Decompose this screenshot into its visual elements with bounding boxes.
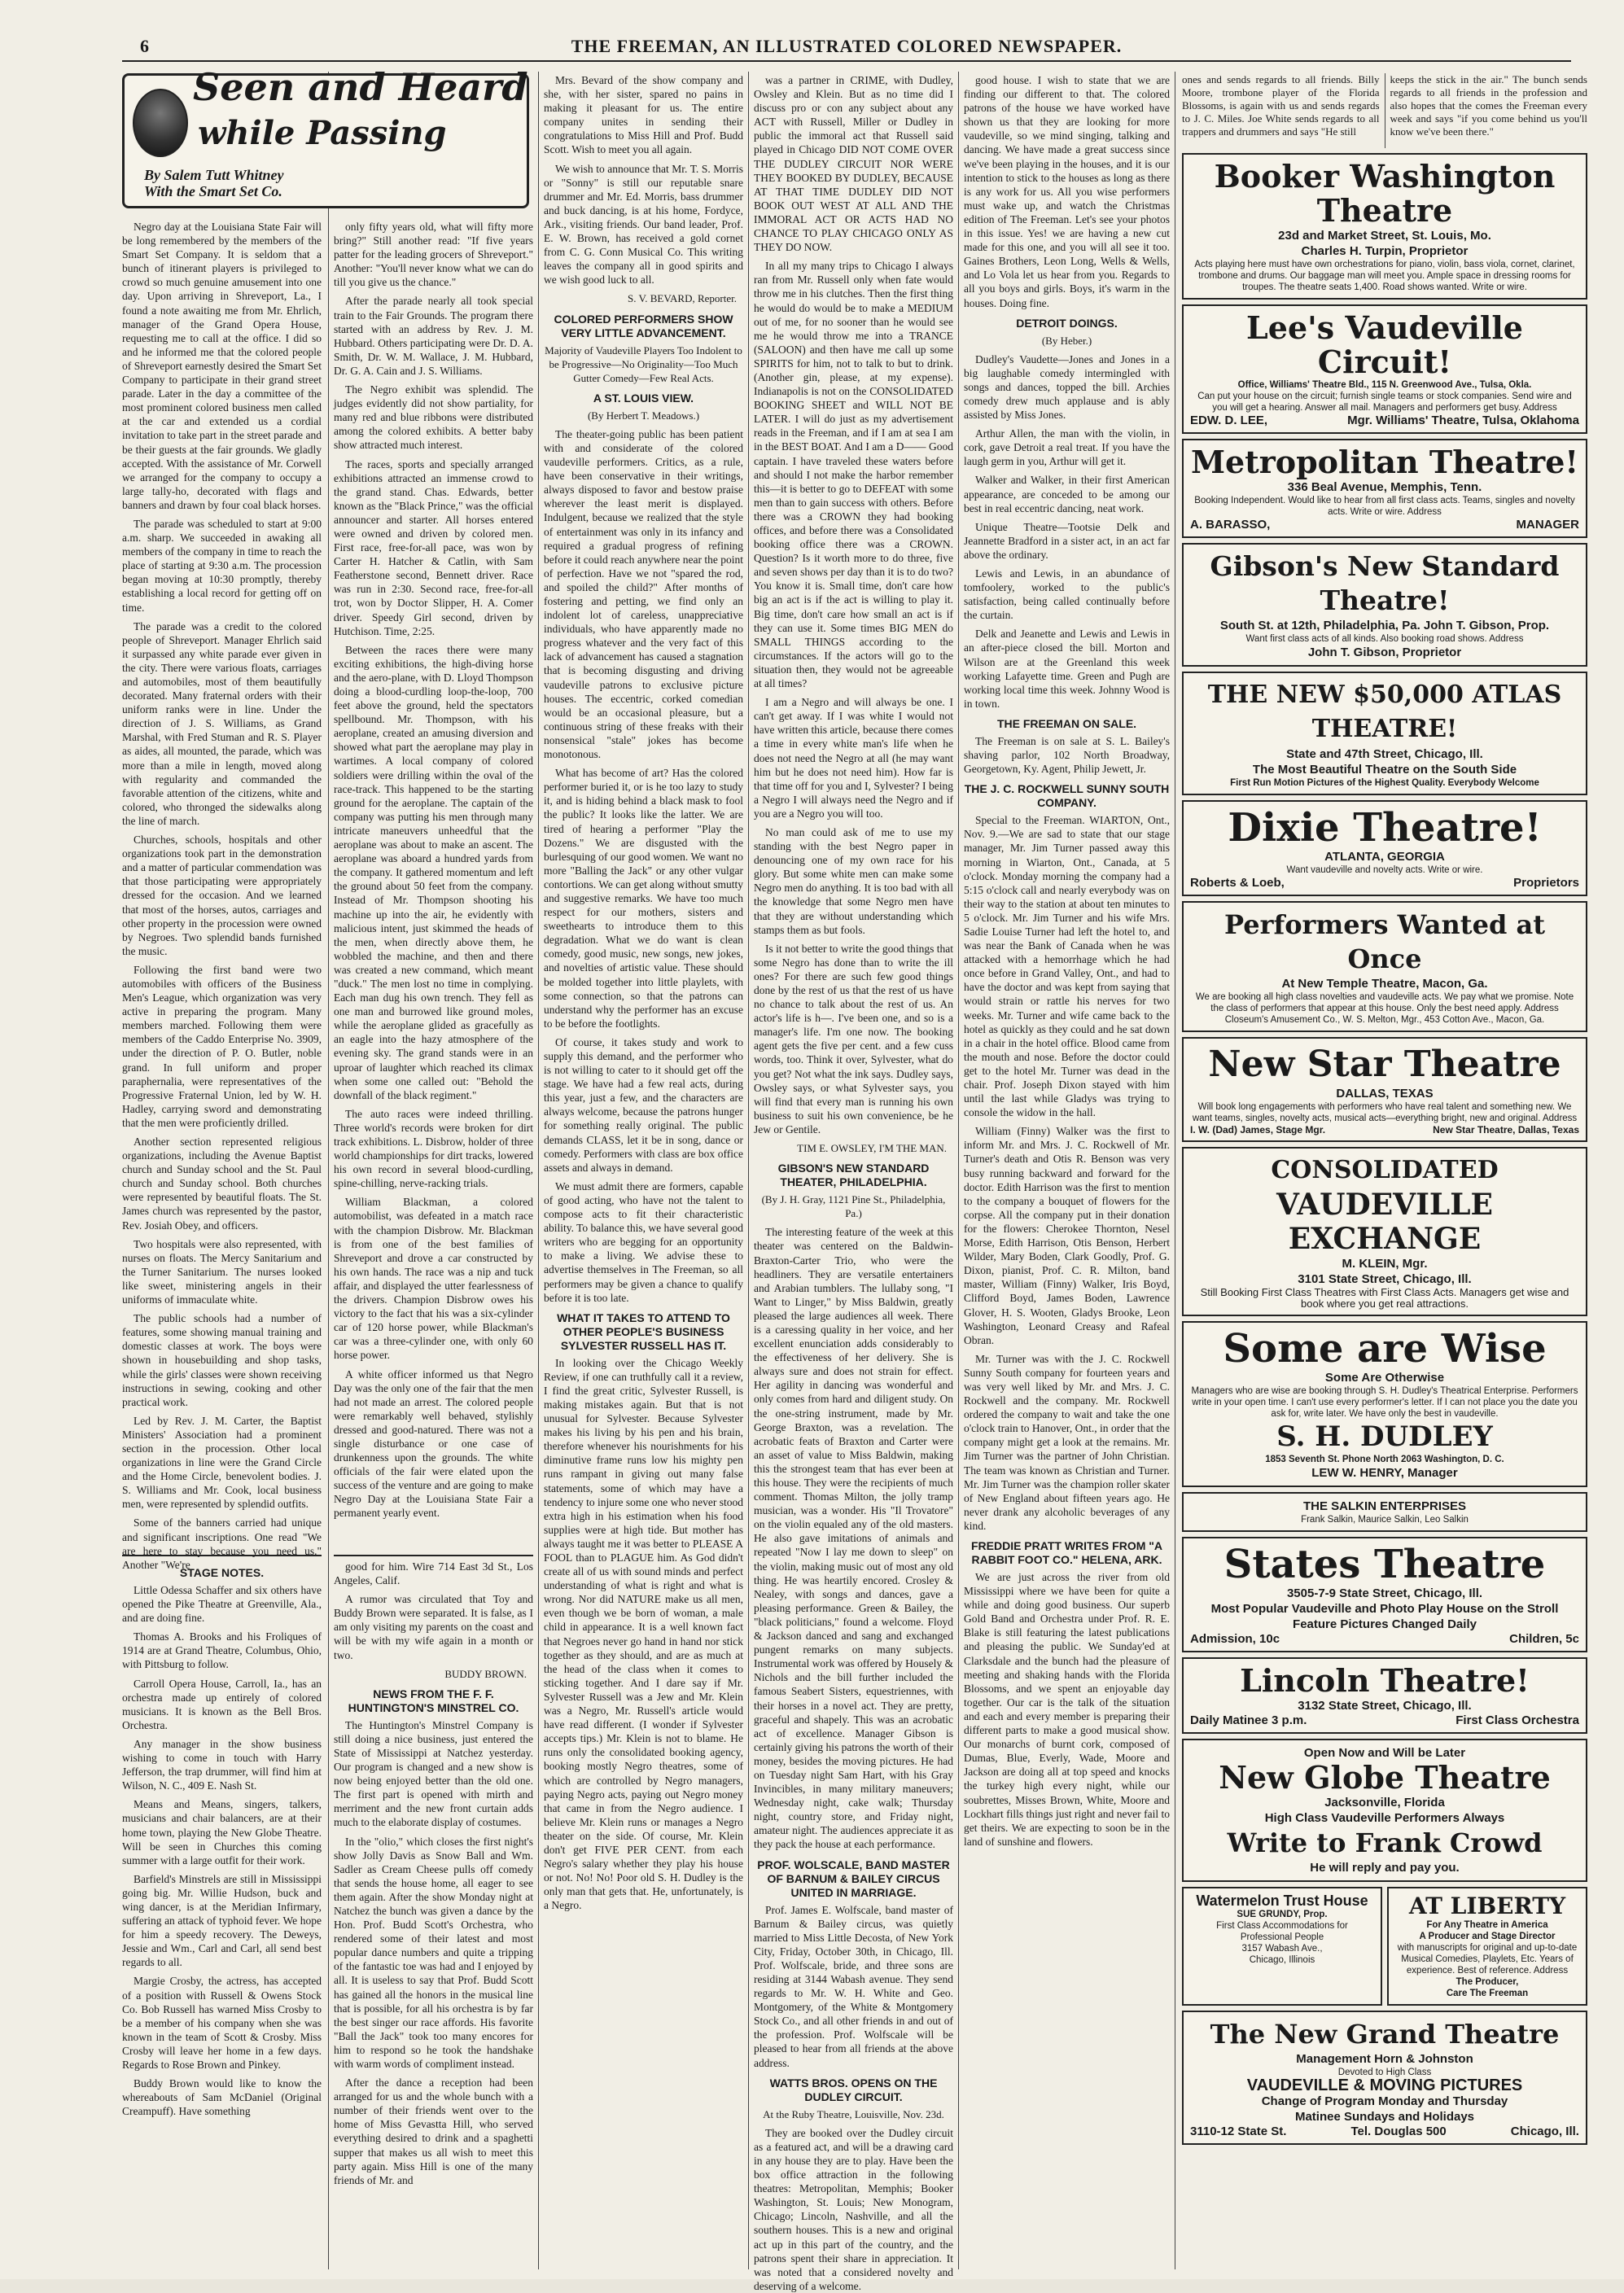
ad-gibsons <box>1182 543 1587 667</box>
paragraph: The Freeman is on sale at S. L. Bailey's shaving parlor, 102 North Broadway, Georgetown, Ky. Agent, Philip Jewett, Jr. <box>964 734 1170 776</box>
paragraph: The parade was a credit to the colored people of Shreveport. Manager Ehrlich said it surpassed any white parade ever given in the city. There were various floats, carriages and automobiles, most of them beautifully decorated. Many fraternal orders with their uniform ranks were in line. Under the direction of J. S. Williams, as Grand Marshal, with Fred Stuman and R. S. Player as aides, all mounted, the parade, which was more than a mile in length, moved along with regularity and commanded the favorable attention of the citizens, white and colored, who thronged the sidewalks along the line of march. <box>122 619 322 827</box>
ad-text: Will book long engagements with performers who have real talent and something new. We want teams, singles, novelty acts, musical acts—everything bright, new and original. Address <box>1192 1102 1578 1123</box>
ad-text: Matinee Sundays and Holidays <box>1294 2110 1475 2124</box>
ad-text: Feature Pictures Changed Daily <box>1293 1617 1477 1631</box>
paragraph: Following the first band were two automobiles with officers of the Business Men's League, which organization was very active in preparing the program. Many members marched. Following them were members of the Caddo Enterprise No. 3909, under the direction of P. O. Butler, noble grand. In full uniform and proper paraphernalia, were representatives of the Progressive Fraternal Union, led by W. H. Hadley, carrying sword and demonstrating that the men were proficiently drilled. <box>122 963 322 1129</box>
ad-title: Watermelon Trust House <box>1196 1893 1368 1909</box>
ad-states <box>1182 1537 1587 1652</box>
paragraph: Buddy Brown would like to know the whereabouts of Sam McDaniel (Original Creampuff). Have something <box>122 2077 322 2118</box>
banner-line-2: while Passing <box>198 114 447 152</box>
ad-address: Chicago, Illinois <box>1249 1955 1315 1965</box>
newspaper-title: THE FREEMAN, AN ILLUSTRATED COLORED NEWSPAPER. <box>571 36 1123 56</box>
column-2 <box>334 220 533 1547</box>
paragraph: keeps the stick in the air." The bunch sends regards to all friends in the profession and also hopes that the comes the Freeman every week and says "if you come behind us you'll know we've been there." <box>1385 73 1588 148</box>
ad-manager: The Producer, <box>1455 1977 1519 1987</box>
paragraph: A white officer informed us that Negro Day was the only one of the fair that the men had not made an arrest. The colored people were remarkably well behaved, stylishly dressed and good-natured. There was not a single disturbance or one case of drunkenness upon the grounds. The white officials of the fair were elated upon the success of the venture and are going to make Negro Day at the Louisiana State Fair a permanent yearly event. <box>334 1367 533 1520</box>
ad-manager: SUE GRUNDY, Prop. <box>1237 1910 1328 1919</box>
ad-title: New Star Theatre <box>1208 1044 1561 1085</box>
paragraph: No man could ask of me to use my standing with the best Negro paper in denouncing one of my own race for his glory. But some white men can make some Negro men do anything. It is too bad with all the knowledge that some Negro men have that they are without understanding which stamps them as but fools. <box>754 825 953 936</box>
ad-lincoln <box>1182 1657 1587 1734</box>
paragraph: Arthur Allen, the man with the violin, in cork, gave Detroit a real treat. If you have the laugh germ in you, Arthur will get it. <box>964 427 1170 468</box>
ad-title: VAUDEVILLE EXCHANGE <box>1276 1188 1493 1256</box>
column-1 <box>122 220 322 1571</box>
ad-lees-circuit <box>1182 304 1587 434</box>
ad-address: 3505-7-9 State Street, Chicago, Ill. <box>1286 1586 1483 1600</box>
article-headline: THE FREEMAN ON SALE. <box>996 716 1137 730</box>
byline: (By Herbert T. Meadows.) <box>587 409 700 422</box>
ad-new-globe <box>1182 1739 1587 1882</box>
ad-text: Daily Matinee 3 p.m. <box>1190 1713 1307 1727</box>
ad-text: First Class Accommodations for Professional People <box>1216 1921 1348 1942</box>
paragraph: What has become of art? Has the colored performer buried it, or is he too lazy to study it, and is hiding behind a black mask to fool the public? It looks like the latter. We are tired of hearing a performer "Play the Dozens." We are disgusted with the burlesquing of our good women. We want no more "Balling the Jack" or any other vulgar contortions. We can get along without smutty and suggestive remarks. We have too much respect for our mothers, sisters and sweethearts to introduce them to this degradation. What we do want is clean comedy, good music, new songs, new jokes, and novelties of artistic value. These should be molded together into little playlets, with some connection, so that the patrons can understand why the performer has an excuse to be before the footlights. <box>544 767 744 1030</box>
article-headline: DETROIT DOINGS. <box>1016 316 1118 330</box>
paragraph: Barfield's Minstrels are still in Mississippi going big. Mr. Willie Hudson, buck and wing dancer, is at the Meridian Infirmary, suffering an attack of typhoid fever. We hope for him a speedy recovery. The Deweys, Jessie and Wm., Carl and Carl, all send best regards to all. <box>122 1872 322 1969</box>
paragraph: After the parade nearly all took special train to the Fair Grounds. The program there started with an address by Rev. J. M. Hubbard. Others participating were Dr. D. A. Smith, Dr. W. M. Wallace, J. M. Hubbard, Dr. G. A. Cain and J. S. Williams. <box>334 295 533 377</box>
article-headline: WATTS BROS. OPENS ON THE DUDLEY CIRCUIT. <box>769 2076 938 2103</box>
article-headline: PROF. WOLSCALE, BAND MASTER OF BARNUM & BAILEY CIRCUS UNITED IN MARRIAGE. <box>757 1858 950 1899</box>
ad-address: Jacksonville, Florida <box>1324 1796 1445 1809</box>
ad-subtitle: Some Are Otherwise <box>1324 1371 1445 1385</box>
ad-text: Can put your house on the circuit; furnish single teams or stock companies. Send wire and you will get a hearing. Answer all mail. Managers and performers get busy. Address <box>1197 392 1572 413</box>
paragraph: Some of the banners carried had unique and significant inscriptions. One read "We are here to stay because you need us." Another "We're <box>122 1516 322 1571</box>
ad-manager: Roberts & Loeb, <box>1190 876 1285 890</box>
signature: TIM E. OWSLEY, I'M THE MAN. <box>797 1142 947 1155</box>
ad-manager-title: Proprietors <box>1513 876 1579 890</box>
ad-title: AT LIBERTY <box>1408 1893 1566 1919</box>
ad-new-star <box>1182 1037 1587 1142</box>
paragraph: Two hospitals were also represented, with nurses on floats. The Mercy Sanitarium and the Turner Sanitarium. The nurses looked like sweet, ministering angels in their uniforms of immaculate white. <box>122 1237 322 1306</box>
ad-manager: John T. Gibson, Proprietor <box>1307 645 1462 659</box>
paragraph: Delk and Jeanette and Lewis and Lewis in an after-piece closed the bill. Morton and Wilson are at the Greenland this week working Lafayette time. Green and Pugh are working local time this week. Johnny Wood is in town. <box>964 628 1170 710</box>
ad-title: Gibson's New Standard Theatre! <box>1210 550 1560 616</box>
paragraph: Little Odessa Schaffer and six others have opened the Pike Theatre at Greenville, Ala., and are doing fine. <box>122 1584 322 1625</box>
ad-manager: I. W. (Dad) James, Stage Mgr. <box>1190 1124 1326 1136</box>
article-headline: THE J. C. ROCKWELL SUNNY SOUTH COMPANY. <box>964 782 1170 810</box>
column-rule <box>748 72 749 2269</box>
ad-title: THE NEW $50,000 ATLAS THEATRE! <box>1207 680 1562 743</box>
ad-text: Want vaudeville and novelty acts. Write or wire. <box>1286 865 1483 875</box>
paragraph: Of course, it takes study and work to supply this demand, and the performer who is not willing to cater to it should get off the stage. We have had a few real acts, during this year, just a few, and the characters are always welcome, because the patrons hunger for something really original. The public demands CLASS, let it be in song, dance or comedy. Performers with class are box office assets and always in demand. <box>544 1035 743 1174</box>
paragraph: We are just across the river from old Mississippi where we have been for quite a while and doing good business. Our superb Gold Band and Orchestra under Prof. R. E. Blake is still featuring the latest publications and pleasing the public. We Sunday'ed at Clarksdale and the bunch had the pleasure of meeting and shaking hands with the Florida Blossoms, and we spent an enjoyable day together. Our car is the talk of the situation and each and every member is preparing their different parts to make a good musical show. Our monarchs of burnt cork, composed of Dumas, Blue, Everly, Wade, Moore and Jackson are doing all at top speed and knocks the turkey high every night, while our soubrettes, Misses Brown, White, Moore and Lockhart fills things just right and never fail to get theirs. We are expecting to soon be in the land of sunshine and flowers. <box>964 1571 1170 1848</box>
paragraph: William Blackman, a colored automobilist, was defeated in a match race with the champion Disbrow. Mr. Blackman is from one of the best families of Shreveport and drove a car constructed by his own hands. The race was a nip and tuck affair, and displayed the utter fearlessness of the drivers. Champion Disbrow owes his victory to the fact that his was a six-cylinder car of 120 horse power, while Blackman's car was a three-cylinder one, with only 60 horse power. <box>334 1196 533 1362</box>
ad-consolidated <box>1182 1147 1587 1316</box>
ad-atlas <box>1182 672 1587 795</box>
ad-metropolitan <box>1182 439 1587 538</box>
paragraph: After the dance a reception had been arranged for us and the whole bunch with a number of their friends went over to the home of Miss Gevastta Hill, who served everything desired to drink and a spaghetti supper that makes us all wish to meet this party again. Miss Hill is one of the many friends of Mr. and <box>334 2076 533 2186</box>
paragraph: Thomas A. Brooks and his Froliques of 1914 are at Grand Theatre, Columbus, Ohio, with Pittsburg to follow. <box>122 1630 322 1671</box>
paragraph: Walker and Walker, in their first American appearance, are conceded to be among our best in real eccentric dancing, neat work. <box>964 474 1170 514</box>
column-rule <box>958 72 959 2269</box>
paragraph: A rumor was circulated that Toy and Buddy Brown were separated. It is false, as I am only visiting my parents on the coast and will be with my wife again in a month or two. <box>334 1593 533 1661</box>
byline: (By J. H. Gray, 1121 Pine St., Philadelphia, Pa.) <box>761 1193 946 1220</box>
paragraph: The auto races were indeed thrilling. Three world's records were broken for dirt track exhibitions. L. Disbrow, holder of three world championships for dirt tracks, lowered his own record in several blood-curdling, spine-chilling, nerve-racking trials. <box>334 1107 533 1190</box>
ad-address: Office, Williams' Theatre Bld., 115 N. Greenwood Ave., Tulsa, Okla. <box>1237 380 1532 390</box>
ad-text: Acts playing here must have own orchestrations for piano, violin, bass viola, cornet, clarinet, trombone and drums. Our baggage man will meet you. Ample space in dressing rooms for troupes. The theatre seats 1,400. Road shows wanted. Write or wire. <box>1194 260 1575 292</box>
ad-title: Lincoln Theatre! <box>1240 1662 1530 1699</box>
paragraph: good for him. Wire 714 East 3d St., Los Angeles, Calif. <box>334 1560 533 1587</box>
ad-salkin <box>1182 1492 1587 1532</box>
paragraph: Means and Means, singers, talkers, musicians and chair balancers, are at their home town, playing the New Globe Theatre. Will be seen in Churches this coming summer with a large outfit for their work. <box>122 1798 322 1866</box>
banner-line-1: Seen and Heard <box>193 65 528 109</box>
ad-text: Want first class acts of all kinds. Also booking road shows. Address <box>1245 634 1524 644</box>
banner-author: By Salem Tutt Whitney <box>144 167 284 183</box>
ad-address: 336 Beal Avenue, Memphis, Tenn. <box>1287 480 1482 494</box>
paragraph: The parade was scheduled to start at 9:00 a.m. sharp. We succeeded in awaking all members of the company in time to reach the place of starting at 9:30 a.m. The procession began moving at 10:30 promptly, thereby establishing a local record for getting off on time. <box>122 517 322 614</box>
ad-text: First Run Motion Pictures of the Highest Quality. Everybody Welcome <box>1230 778 1539 788</box>
ad-text: He will reply and pay you. <box>1310 1861 1460 1875</box>
column-5 <box>964 73 1170 2271</box>
masthead <box>122 33 1571 62</box>
ad-address: At New Temple Theatre, Macon, Ga. <box>1281 977 1488 991</box>
byline: At the Ruby Theatre, Louisville, Nov. 23d. <box>763 2107 944 2120</box>
ad-text: Managers who are wise are booking through S. H. Dudley's Theatrical Enterprise. Performers write in your open time. I can't use every performer's letter. If I can not place you the date you ask for, write later. We have only the best in vaudeville. <box>1191 1386 1578 1419</box>
paragraph: Negro day at the Louisiana State Fair will be long remembered by the members of the Smart Set Company. It is seldom that a bunch of itinerant players is privileged to crowd so much genuine amusement into one day. Upon arriving in Shreveport, La., I found a note awaiting me from Mr. Ehrlich, manager of the Grand Opera House, requesting me to call at the office. I did so and he informed me that the colored people of Shreveport earnestly desired the Smart Set Company to participate in their grand street parade. Later in the day a committee of the most prominent colored business men called at the car and extended us a cordial invitation to take part in the street parade and be their guests at the fair grounds. We gladly accepted. With the assistance of Mr. Corwell we arranged for the company to occupy a large tally-ho, decorated with flags and banners and drawn by four coal black horses. <box>122 221 322 511</box>
ad-manager: M. KLEIN, Mgr. <box>1342 1257 1428 1271</box>
paragraph: They are booked over the Dudley circuit as a featured act, and will be a drawing card in any house they are to play. Have been the box office attraction in the following theatres: Metropolitan, Memphis; Booker Washington, St. Louis; New Monogram, Chicago; Lincoln, Nashville, and all the southern houses. This is a new and original act up in this part of the country, and the patrons spent their share in appreciation. It was noted that a considered novelty and deserving of a welcome. <box>754 2126 953 2292</box>
ad-manager: A. BARASSO, <box>1190 518 1271 532</box>
paragraph: Between the races there were many exciting exhibitions, the high-diving horse and the aero-plane, with D. Lloyd Thompson doing a blood-curdling loop-the-loop, 700 feet above the ground, held the spectators spellbound. Mr. Thompson, with his aeroplane, created an amusing diversion and showed what part the aeroplane may play in wartimes. A local company of colored soldiers were drilling within the oval of the race-track. This happened to be the starting ground for the aeroplane. The captain of the company was putting his men through many intricate maneuvers unheedful that the aeroplane was about to make an ascent. The aeroplane was aboard a hundred yards from the company. It gathered momentum and left the ground about 50 feet from the company. Instead of Mr. Thompson shooting his machine up into the air, he evidently with malicious intent, just skimmed the heads of the men, when directly above them, he wobbled the machine, and then and there was created a new command, which meant "duck." The men lost no time in complying. Each man dug his own trench. They fell as one man and burrowed like ground moles, while the aeroplane glided as gracefully as an eagle into the hazy atmosphere of the evening sky. The grand stands were in an uproar of laughter which reached its climax when some one called out: "Behold the downfall of the black regiment." <box>334 643 533 1101</box>
ad-title: Performers Wanted at Once <box>1224 909 1545 974</box>
ad-title: Write to Frank Crowd <box>1227 1827 1543 1858</box>
ad-manager: LEW W. HENRY, Manager <box>1311 1466 1458 1480</box>
paragraph: The theater-going public has been patient with and considerate of the colored vaudeville performers. Critics, as a rule, have been conservative in their writings, always disposed to favor and bestow praise wherever the least merit is displayed. Indulgent, because we realized that the style of entertainment was only in its infancy and required a gradual progress of refining before it could reach anywhere near the point of perfection. Have we not "spared the rod, and spoiled the child?" After months of fostering and petting, we find only an indolent lot of careless, unappreciative individuals, who have apparently made no progress whatever and the very fact of this lack of advancement has caused a stagnation that is becoming disgusting and driving vaudeville patrons to exclusive picture houses. The eccentric, corked comedian would be an occasional pleasure, but a continuous string of these freaks with their nonsensical "stale" jokes has become monotonous. <box>544 427 743 761</box>
paragraph: Any manager in the show business wishing to come in touch with Harry Jefferson, the trap drummer, will find him at Wilson, N. C., 409 E. Nash St. <box>122 1737 322 1792</box>
ad-manager: Charles H. Turpin, Proprietor <box>1301 244 1469 258</box>
paragraph: The public schools had a number of features, some showing manual training and domestic classes at work. The boys were shown in housebuilding and shop tasks, while the girls' classes were shown receiving instructions in sewing, cooking and other practical work. <box>122 1312 322 1408</box>
ad-subtitle: For Any Theatre in America <box>1426 1920 1548 1930</box>
continued-text <box>1182 73 1587 148</box>
ad-address: 3132 State Street, Chicago, Ill. <box>1298 1699 1472 1713</box>
section-heading: STAGE NOTES. <box>179 1566 265 1579</box>
paragraph: William (Finny) Walker was the first to inform Mr. and Mrs. J. C. Rockwell of Mr. Turner's death and Otis R. Benson was very busy running backward and forward for the doctor. Edith Harrison was the first to mention to the company a bouquet of flowers for the corpse. All the company put in their donation for the flowers: Cherokee Thornton, Nesel Morse, Edith Harrison, Otis Benson, Herbert Wilder, Mary Boden, Clark Goodly, Prof. G. Dixon, pianist, Prof. C. R. Milton, band master, William (Finny) Walker, Iris Boyd, Clifford Boyd, James Boden, Lawrence Glover, H. S. Wooten, Gladys Brooke, Leon Washington, Leonard Creasy and Rafeal Obran. <box>964 1125 1170 1346</box>
banner-company: With the Smart Set Co. <box>144 183 282 199</box>
ad-title: The New Grand Theatre <box>1210 2019 1560 2050</box>
page-number: 6 <box>140 36 149 56</box>
article-headline: COLORED PERFORMERS SHOW VERY LITTLE ADVANCEMENT. <box>554 312 733 339</box>
ad-watermelon-trust <box>1182 1887 1382 2006</box>
article-headline: GIBSON'S NEW STANDARD THEATER, PHILADELPHIA. <box>777 1162 930 1189</box>
signature: BUDDY BROWN. <box>444 1667 527 1680</box>
ad-address: ATLANTA, GEORGIA <box>1324 850 1445 864</box>
ad-manager-title: Mgr. Williams' Theatre, Tulsa, Oklahoma <box>1347 414 1579 427</box>
paragraph: The races, sports and specially arranged exhibitions attracted an immense crowd to the grand stand. Chas. Edwards, better known as the "Black Prince," was the official announcer and starter. All horses entered were owned and driven by colored men. First race, free-for-all pace, was won by Carter H. Hatcher & Catlin, with Sam Featherstone second, Bennett driver. Race was run in 2:30. Second race, free-for-all trot, won by Doctor Slipper, H. A. Comer driver. Speedy Girl second, driven by Hutchison. Time, 2:25. <box>334 457 533 637</box>
article-headline: WHAT IT TAKES TO ATTEND TO OTHER PEOPLE'S BUSINESS SYLVESTER RUSSELL HAS IT. <box>557 1311 730 1352</box>
ad-title: VAUDEVILLE & MOVING PICTURES <box>1246 2076 1523 2094</box>
paragraph: Mrs. Bevard of the show company and she, with her sister, spared no pains in making it pleasant for us. The entire company unites in sending their congratulations to Miss Hill and Prof. Budd Scott. Wish to meet you all again. <box>544 74 743 156</box>
ad-text: High Class Vaudeville Performers Always <box>1264 1811 1505 1825</box>
paragraph: Is it not better to write the good things that some Negro has done than to write the ill ones? For there are such few good things done by the rest of us that the rest of us have no chance to talk about the rest of us. An actor's life is h—. I've been one, and so is a manager's life. I'm one now. The booking agent gets the five per cent. and a few cuss words, too. Think it over, Sylvester, what do you get? Not what the ink says. Dudley says, Owsley says, or what Sylvester says, you will find that every man is running his own business to suit his own convenience, be he Jew or Gentile. <box>754 942 953 1136</box>
ad-title: Metropolitan Theatre! <box>1190 444 1579 480</box>
paragraph: Prof. James E. Wolfscale, band master of Barnum & Bailey circus, was quietly married to Miss Little Decosta, of New York City, Friday, October 30th, in Chicago, Ill. Prof. Wolfscale, bride, and three sons are residing at 3144 Wabash avenue. They send regards to Mr. W. H. White and Geo. Montgomery, of the White & Montgomery Stock Co., and all other friends in and out of the profession. Prof. Wolfscale will be pleased to hear from all friends at the above address. <box>754 1903 953 2069</box>
paragraph: Carroll Opera House, Carroll, Ia., has an orchestra made up entirely of colored musicians. It is known as the Bell Bros. Orchestra. <box>122 1677 322 1731</box>
ad-subtitle: Frank Salkin, Maurice Salkin, Leo Salkin <box>1301 1515 1469 1525</box>
ad-address: 1853 Seventh St. Phone North 2063 Washington, D. C. <box>1265 1455 1504 1464</box>
advertisements-column <box>1182 73 1587 2255</box>
ad-manager-title: MANAGER <box>1516 518 1579 532</box>
ad-subtitle: Devoted to High Class <box>1337 2068 1432 2077</box>
paragraph: only fifty years old, what will fifty more bring?" Still another read: "If five years patter for the leading grocers of Shreveport." Another: "You'll never know what we can do till you give us the chance." <box>334 221 533 289</box>
ad-price: Children, 5c <box>1509 1632 1579 1646</box>
ad-booker-washington <box>1182 153 1587 300</box>
paragraph: Another section represented religious organizations, including the Avenue Baptist church and Sunday school and the St. Paul church and Sunday school. Both churches were represented by beautiful floats. The St. James church was represented by the pastor, Rev. Josiah Obey, and officers. <box>122 1136 322 1232</box>
ad-manager: EDW. D. LEE, <box>1190 414 1268 427</box>
ad-title: Lee's Vaudeville Circuit! <box>1246 309 1523 380</box>
ad-manager-title: Care The Freeman <box>1446 1989 1529 1998</box>
column-rule <box>328 72 329 2269</box>
ad-text: Change of Program Monday and Thursday <box>1261 2094 1508 2108</box>
ad-text: Still Booking First Class Theatres with First Class Acts. Managers get wise and book where you get real attractions. <box>1200 1286 1569 1310</box>
ad-title: Dixie Theatre! <box>1228 805 1542 851</box>
column-4 <box>754 73 953 2292</box>
paragraph: The interesting feature of the week at this theater was centered on the Baldwin-Braxton-Carter Trio, who were the headliners. They are versatile entertainers and Arabian tumblers. The lullaby song, "I Want to Linger," by Miss Baldwin, greatly pleased the large audiences all week. There is a caressing quality in her voice, and her excellent enunciation adds considerably to the effectiveness of her delivery. She is always sure and does not strain for effect. Her agility in dancing was wonderful and only comes from hard and diligent study. On the one-string instrument, made by Mr. George Braxton, was a revelation. The acrobatic feats of Braxton and Carter were an asset of value to Miss Baldwin, making this the strongest team that has ever been at this house. They were the recipients of much comment. Thomas Milton, the jolly tramp musician, was a wonder. His "Il Trovatore" on the violin equaled any of the old masters. He also gave imitations of animals and repeated "Now I lay me down to sleep" on the violin, making music out of most any old thing. He was heartily encored. Crosley & Nealey, with songs and dances, gave a pleasing performance. Green & Bailey, the "black politicians," found a welcome. Floyd & Jackson danced and sang and exchanged pungent remarks on many subjects. Instrumental work was offered by Housely & Nichols and the bill further included the famous Seabert Sisters, equestriennes, with their horses in a novel act. They are pretty, graceful and shapely. This was an acrobatic act of excellence. Manager Gibson is certainly giving his patrons the worth of their money, besides the moving pictures. He had on Tuesday night Sam Hart, with his Gray Invincibles, in many military maneuvers; Wednesday night, cake walk; Thursday night, country store, and Friday night, amateur night. The audiences appreciate it as they pack the house at each performance. <box>754 1226 953 1851</box>
ad-text: with manuscripts for original and up-to-date Musical Comedies, Playlets, Etc. Years of experience. Best of reference. Address <box>1397 1943 1578 1976</box>
huntington-news <box>334 1555 533 2276</box>
paragraph: Mr. Turner was with the J. C. Rockwell Sunny South company for fourteen years and was very well liked by Mr. and Mrs. J. C. Rockwell and the company. Mr. Rockwell ordered the company to wait and take the one o'clock train to Hanover, Ont., in order that the company might get a look at the remains. Mr. Jim Turner was the partner of John Christian. The team was known as Christian and Turner. Mr. Jim Turner was the champion roller skater of New England about fifteen years ago. He never drank any alcoholic beverages of any kind. <box>964 1352 1170 1532</box>
paragraph: The Huntington's Minstrel Company is still doing a nice business, just entered the State of Mississippi at Natchez yesterday. Our program is changed and a new show is now being enjoyed better than the old one. The first part is opened with mirth and merriment and the new front curtain adds much to the elaborate display of costumes. <box>334 1718 533 1829</box>
ad-manager: Management Horn & Johnston <box>1296 2052 1473 2066</box>
ad-phone: Tel. Douglas 500 <box>1350 2125 1447 2138</box>
ad-manager-title: New Star Theatre, Dallas, Texas <box>1433 1124 1579 1136</box>
ad-address: Chicago, Ill. <box>1510 2125 1579 2138</box>
ad-text: We are booking all high class novelties and vaudeville acts. We pay what we promise. Note the class of performers that appear at this house. Only the best need apply. Address Closeum's Amusement Co., W. S. Melton, Mgr., 453 Cotton Ave., Macon, Ga. <box>1195 992 1574 1025</box>
ad-title: CONSOLIDATED <box>1271 1156 1499 1184</box>
paragraph: In looking over the Chicago Weekly Review, if one can truthfully call it a review, I find the great critic, Sylvester Russell, is making mistakes again. But that is not unusual for Sylvester. Because Sylvester makes his living by his pen and his brain, therefore whenever his nourishments for his diminutive frame runs low his mighty pen runs rampant in giving out many false statements, some of which may have a tendency to injure some one who never stood extra high in his estimation when his food supplies were at high tide. But mother has always taught me it was better to PLEASE A FOOL than to PLAGUE him. As God didn't create all of us with sound minds and perfect understanding of what is right and what is wrong. Nor did NATURE make us all men, even though we be born of woman, a male child in appearance. It is a well known fact that Negroes never go hand in hand nor stick together as they should, and are as much at the head of the class when it comes to sticking together. And I dare say if Mr. Sylvester Russell was a Jew and Mr. Klein was a Negro, Mr. Russell's article would have read different. (I wonder if Sylvester accepts tips.) Mr. Klein is not to blame. He runs only the consolidated booking agency, booking mostly Negro theatres, some of which are controlled by Negro managers, paying Negro acts, paying out Negro money that came in from the Negro audience. I believe Mr. Klein runs or manages a Negro theater on the side. Of course, Mr. Klein don't get FIVE PER CENT. from each Negro's salary whether they play his house or not. No! No! Poor old S. H. Dudley is the only man that gets that. He, unfortunately, is a Negro. <box>544 1356 743 1912</box>
column-banner <box>122 65 529 208</box>
ad-title: New Globe Theatre <box>1219 1759 1551 1796</box>
signature: S. V. BEVARD, Reporter. <box>628 292 737 305</box>
paragraph: We must admit there are formers, capable of good acting, who have not the talent to compose acts to fit their characteristic ability. To balance this, we have several good writers who are begging for an opportunity to make a living. We advise these to advertise themselves in The Freeman, so all performers may be given a chance to qualify before it is too late. <box>544 1179 743 1304</box>
ad-at-liberty <box>1387 1887 1587 2006</box>
paragraph: Led by Rev. J. M. Carter, the Baptist Ministers' Association had a prominent section in the procession. Other local organizations in line were the Grand Circle and the Home Circle, benevolent bodies. J. S. Williams and Mr. Cook, local business men, were represented by splendid outfits. <box>122 1414 322 1511</box>
ad-address: State and 47th Street, Chicago, Ill. <box>1286 747 1483 761</box>
paragraph: In all my many trips to Chicago I always ran from Mr. Russell only when fate would throw me in his clutches. Then the first thing he would do would be to make a MEDIUM out of me, for no sooner than he would see me he would throw me into a TRANCE (SALOON) and then have me call up some SPIRITS for him, not to talk to but to drink. (Another gin, please, at my expense). Indianapolis is not on the CONSOLIDATED BOOKING SHEET and WILL NOT BE LATER. I will do just as my advertisement reads in the Freeman, and if I am at sea I am in the BEST BOAT. And I am a D—— Good captain. I have traveled these waters before and should I not make the harbor remember this—it is better to go to DEFEAT with some men than to gain success with others. Before there was a CROWN they had booking offices, and before there was a Consolidated booking office there was a CROWN. Question? Is it worth more to do three, five and seven shows per day than it is to do two? You know it is. Small time, don't care how big an act is if the act is willing to play it. Big time, don't care how small an act is if they can use it. Some times BIG MEN do SMALL THINGS according to the circumstances. If the actors will go to the situation then, they would not be agreeable at all times? <box>754 260 953 690</box>
ad-address: 3157 Wabash Ave., <box>1241 1944 1323 1954</box>
ad-title: S. H. DUDLEY <box>1276 1420 1493 1453</box>
paragraph: Margie Crosby, the actress, has accepted of a position with Russell & Owens Stock Co. Bob Russell has warned Miss Crosby to be a member of his company when she was known in the team of Scott & Crosby. Miss Crosby will leave her home in a few days. Regards to Rose Brown and Pinkey. <box>122 1975 322 2071</box>
ad-title: Booker Washington Theatre <box>1214 158 1556 229</box>
paragraph: I am a Negro and will always be one. I can't get away. If I was white I would not have written this article, because there comes a time in every white man's life when he does not need the Negro at all (he may want him but he does not need him). How far is that time off for you and I, Sylvester? I being a Negro I will always need the Negro and if you are a Negro you will too. <box>754 696 953 820</box>
ad-address: 3110-12 State St. <box>1190 2125 1287 2138</box>
ad-address: 23d and Market Street, St. Louis, Mo. <box>1278 229 1491 243</box>
ad-new-grand <box>1182 2011 1587 2145</box>
ad-dixie <box>1182 800 1587 896</box>
ad-subtitle: A Producer and Stage Director <box>1419 1932 1556 1941</box>
paragraph: Unique Theatre—Tootsie Delk and Jeannette Bradford in a sister act, in an act far above the ordinary. <box>964 520 1170 561</box>
paragraph: In the "olio," which closes the first night's show Jolly Davis as Snow Ball and Wm. Sadler as Cream Cheese pulls off comedy that sends the house home, all eager to see them again. After the show Monday night at Natchez the bunch was given a dance by the Hon. Prof. Budd Scott's Orchestra, who rendered some of their latest and most popular dance numbers and quite a tripping of the fantastic toe was had and I enjoyed by all. It is useless to say that Prof. Budd Scott has gained all the honors in the musical line that is possible, for all his orchestra is by far the best singer our race affords. His favorite "Ball the Jack" took too many encores for him to respond so he took the handshake with warm words of compliment instead. <box>334 1835 533 2070</box>
ad-address: South St. at 12th, Philadelphia, Pa. John T. Gibson, Prop. <box>1219 619 1550 632</box>
paragraph: was a partner in CRIME, with Dudley, Owsley and Klein. But as no time did I discuss pro or con any subject about any ACT with Russell, Miller or Dudley in public the immoral act that Russell said played in Chicago DID NOT COME OVER THE DUDLEY CIRCUIT NOR WERE THEY BOOKED BY DUDLEY, BECAUSE AT THAT TIME DUDLEY DID NOT BOOK OUT WEST AT ALL AND THE IMMORAL ACT OR ACTS HAD NO CHANCE TO PLAY CHICAGO ONLY AS THEY DO NOW. <box>754 74 953 254</box>
ad-text: Most Popular Vaudeville and Photo Play House on the Stroll <box>1210 1602 1559 1616</box>
article-subhead: A ST. LOUIS VIEW. <box>593 391 694 405</box>
author-portrait <box>133 89 188 157</box>
column-rule <box>538 72 539 2269</box>
stage-notes <box>122 1555 322 2276</box>
ad-sh-dudley <box>1182 1321 1587 1487</box>
paragraph: The Negro exhibit was splendid. The judges evidently did not show partiality, for many red and blue ribbons were distributed among the colored exhibits. A better baby show attracted much interest. <box>334 383 533 452</box>
ad-performers-wanted <box>1182 901 1587 1032</box>
column-3 <box>544 73 743 2271</box>
banner-byline <box>144 167 284 199</box>
section-heading: NEWS FROM THE F. F. HUNTINGTON'S MINSTREL CO. <box>348 1687 519 1714</box>
ad-text: The Most Beautiful Theatre on the South Side <box>1252 763 1517 777</box>
paragraph: Dudley's Vaudette—Jones and Jones in a big laughable comedy intermingled with songs and dances, topped the bill. Archies comedy drew much applause and is ably assisted by Miss Jones. <box>964 352 1170 422</box>
ad-address: 3101 State Street, Chicago, Ill. <box>1298 1272 1472 1286</box>
paragraph: Lewis and Lewis, in an abundance of tomfoolery, worked to the public's satisfaction, being called continually before the curtain. <box>964 567 1170 622</box>
article-subhead: Majority of Vaudeville Players Too Indolent to be Progressive—No Originality—Too Much Gutter Comedy—Few Real Acts. <box>545 344 742 384</box>
paragraph: Special to the Freeman. WIARTON, Ont., Nov. 9.—We are sad to state that our stage manager, Mr. Jim Turner passed away this morning in Wiarton, Ont., Canada, at 5 o'clock. Monday morning the company had a 5:15 o'clock call and nearly everybody was on their way to the station at about ten minutes to 5 o'clock. Mr. Jim Turner and his wife Mrs. Sadie Louise Turner had left the hotel to, and was near the Bank of Canada when he was attacked with a hemorrhage which he had once before in Grand Valley, Ont., and had to have the doctor and was kept from saying that would strain or rattle his nerves for two weeks. Mr. Turner and wife came back to the hotel as quickly as they could and he sat down in a chair in the hotel office. Blood came from the mouth and nose. Before the doctor could get to the hotel Mr. Turner was dead in the chair. Prof. Joseph Dixon stayed with him until the last while Gladys was trying to console the widow in the hall. <box>964 814 1170 1119</box>
ad-text: First Class Orchestra <box>1455 1713 1579 1727</box>
ad-title: Some are Wise <box>1223 1326 1547 1372</box>
ad-price: Admission, 10c <box>1190 1632 1280 1646</box>
ad-title: THE SALKIN ENTERPRISES <box>1302 1499 1467 1513</box>
ad-row <box>1182 1887 1587 2011</box>
ad-address: DALLAS, TEXAS <box>1336 1087 1434 1101</box>
paragraph: good house. I wish to state that we are finding our different to that. The colored patrons of the house we have worked have shown us that they are looking for more vaudeville, so we mind singing, talking and dancing. We have made a great success since we've been playing in the houses, and it is our intention to stick to the houses as long as there is any work for us. All you wise performers must wake up, and watch the Christmas edition of The Freeman. Let's see your photos in this issue. Yes! we are having a new cut made for this one, and you will all see it too. Gaines Brothers, Leon Long, Wells & Wells, and Lo Vola let us hear from you. Regards to all you boys and girls. Boys, it's warm in the houses. Doing fine. <box>964 74 1170 309</box>
article-headline: FREDDIE PRATT WRITES FROM "A RABBIT FOOT CO." HELENA, ARK. <box>970 1539 1163 1566</box>
ad-title: States Theatre <box>1223 1542 1546 1587</box>
paragraph: We wish to announce that Mr. T. S. Morris or "Sonny" is still our reputable snare drummer and Mr. Ed. Morris, bass drummer and buck dancing, is at his home, Fordyce, Ark., visiting friends. Our band leader, Prof. E. W. Brown, has received a gold cornet from C. G. Conn Musical Co. This writing leaves the company all in good spirits and we wish good luck to all. <box>544 162 743 287</box>
byline: (By Heber.) <box>1041 334 1092 347</box>
ad-subtitle: Open Now and Will be Later <box>1303 1746 1466 1760</box>
paragraph: ones and sends regards to all friends. Billy Moore, trombone player of the Florida Blossoms, is again with us and sends regards to J. C. Miles. Joe White sends regards to all trappers and drummers and says "He still <box>1182 73 1380 138</box>
ad-text: Booking Independent. Would like to hear from all first class acts. Teams, singles and novelty acts. Write or wire. Address <box>1194 496 1575 517</box>
paragraph: Churches, schools, hospitals and other organizations took part in the demonstration and a matter of particular commendation was that those participating were appropriately dressed for the occasion. And we learned that most of the horses, autos, carriages and other property in the procession were owned by Negroes. Two splendid bands furnished the music. <box>122 834 322 957</box>
